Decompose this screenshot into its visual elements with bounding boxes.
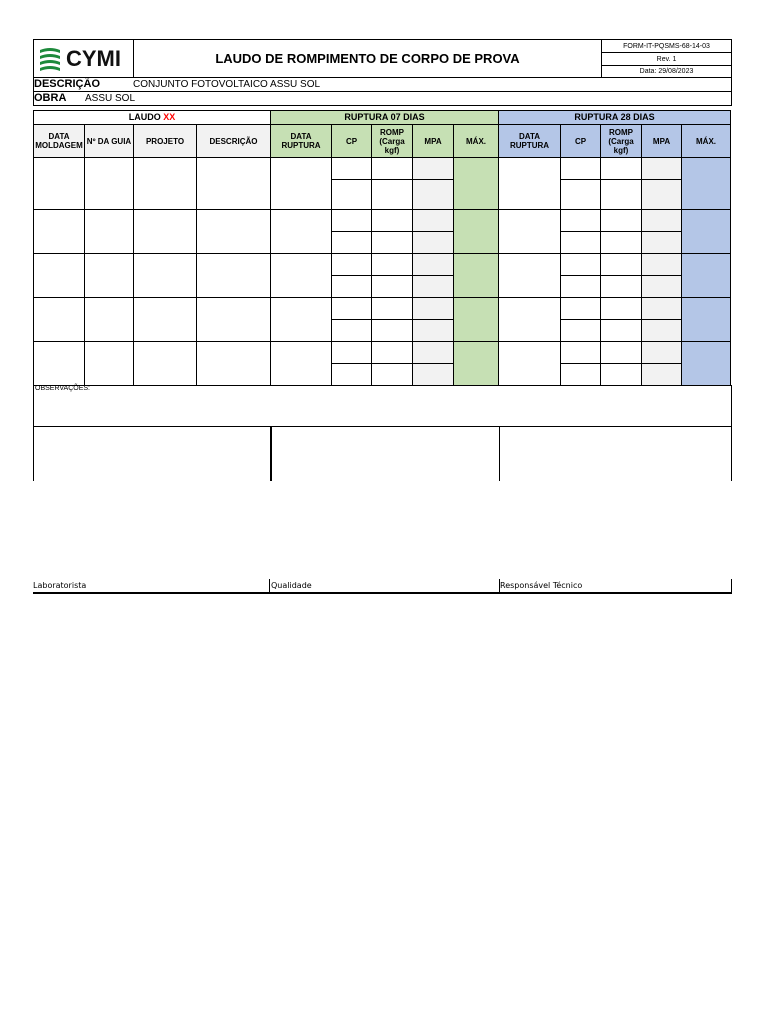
- cell-cp-7[interactable]: [332, 342, 372, 364]
- cell-cp-28[interactable]: [561, 158, 601, 180]
- cell-cp-28[interactable]: [561, 276, 601, 298]
- cell-cp-7[interactable]: [332, 298, 372, 320]
- cell-mpa-7[interactable]: [413, 254, 454, 276]
- cell-max-7[interactable]: [454, 342, 499, 386]
- cell-cp-28[interactable]: [561, 254, 601, 276]
- col-cp-7: CP: [332, 125, 372, 158]
- cell-cp-7[interactable]: [332, 364, 372, 386]
- cell-romp-28[interactable]: [601, 158, 642, 180]
- cell-sample-3[interactable]: [197, 298, 271, 342]
- cell-cp-28[interactable]: [561, 210, 601, 232]
- cell-cp-7[interactable]: [332, 276, 372, 298]
- cell-mpa-28[interactable]: [642, 320, 682, 342]
- table-body: [34, 158, 731, 386]
- cell-cp-28[interactable]: [561, 342, 601, 364]
- cell-romp-28[interactable]: [601, 342, 642, 364]
- col-projeto: PROJETO: [134, 125, 197, 158]
- cell-sample-3[interactable]: [197, 254, 271, 298]
- cell-cp-7[interactable]: [332, 180, 372, 210]
- cell-data-ruptura-28[interactable]: [499, 298, 561, 342]
- cell-mpa-28[interactable]: [642, 180, 682, 210]
- obra-value: ASSU SOL: [85, 93, 136, 104]
- cell-sample-2[interactable]: [134, 158, 197, 210]
- cell-sample-0[interactable]: [34, 298, 85, 342]
- cell-sample-0[interactable]: [34, 158, 85, 210]
- cell-sample-1[interactable]: [85, 254, 134, 298]
- laudo-header: [34, 111, 271, 125]
- descricao-row: [33, 77, 732, 92]
- laudo-number: XX: [163, 112, 176, 122]
- page-title: LAUDO DE ROMPIMENTO DE CORPO DE PROVA: [133, 39, 602, 78]
- cell-sample-1[interactable]: [85, 210, 134, 254]
- cell-data-ruptura-28[interactable]: [499, 210, 561, 254]
- cell-mpa-28[interactable]: [642, 210, 682, 232]
- header-logo-cell: [33, 39, 134, 78]
- cell-sample-3[interactable]: [197, 210, 271, 254]
- cell-max-28[interactable]: [682, 298, 731, 342]
- cell-romp-7[interactable]: [372, 320, 413, 342]
- cell-cp-7[interactable]: [332, 232, 372, 254]
- cell-sample-2[interactable]: [134, 298, 197, 342]
- cell-sample-1[interactable]: [85, 158, 134, 210]
- cell-mpa-28[interactable]: [642, 298, 682, 320]
- cell-sample-1[interactable]: [85, 342, 134, 386]
- cell-romp-7[interactable]: [372, 364, 413, 386]
- ruptura-7-header: RUPTURA 07 DIAS: [271, 111, 499, 125]
- cell-data-ruptura-28[interactable]: [499, 342, 561, 386]
- cell-romp-7[interactable]: [372, 298, 413, 320]
- cell-cp-28[interactable]: [561, 232, 601, 254]
- cell-max-28[interactable]: [682, 254, 731, 298]
- cell-max-28[interactable]: [682, 158, 731, 210]
- col-data-ruptura-7: DATA RUPTURA: [271, 125, 332, 158]
- cell-romp-7[interactable]: [372, 342, 413, 364]
- col-mpa-28: MPA: [642, 125, 682, 158]
- col-romp-7: ROMP (Carga kgf): [372, 125, 413, 158]
- cell-romp-7[interactable]: [372, 210, 413, 232]
- observacoes-label: OBSERVAÇÕES:: [35, 385, 90, 392]
- cell-cp-28[interactable]: [561, 298, 601, 320]
- cell-sample-4[interactable]: [271, 158, 332, 210]
- cell-mpa-28[interactable]: [642, 158, 682, 180]
- cell-romp-7[interactable]: [372, 276, 413, 298]
- cell-romp-7[interactable]: [372, 232, 413, 254]
- cell-max-7[interactable]: [454, 298, 499, 342]
- ruptura-28-header: RUPTURA 28 DIAS: [499, 111, 731, 125]
- cell-romp-28[interactable]: [601, 210, 642, 232]
- cell-mpa-7[interactable]: [413, 180, 454, 210]
- cell-max-7[interactable]: [454, 254, 499, 298]
- col-mpa-7: MPA: [413, 125, 454, 158]
- cell-mpa-7[interactable]: [413, 298, 454, 320]
- cell-mpa-7[interactable]: [413, 232, 454, 254]
- cell-cp-28[interactable]: [561, 320, 601, 342]
- signature-sep-1: [269, 579, 270, 592]
- cell-romp-28[interactable]: [601, 232, 642, 254]
- cell-romp-28[interactable]: [601, 276, 642, 298]
- obra-label: OBRA: [34, 92, 67, 104]
- cell-sample-4[interactable]: [271, 254, 332, 298]
- signature-responsavel: Responsável Técnico: [500, 581, 583, 590]
- signature-laboratorista: Laboratorista: [33, 581, 87, 590]
- cell-max-28[interactable]: [682, 342, 731, 386]
- observacoes-box: [33, 385, 732, 427]
- table-row: [34, 210, 731, 232]
- cell-romp-28[interactable]: [601, 254, 642, 276]
- signature-divider-right: [731, 426, 732, 481]
- cell-mpa-7[interactable]: [413, 158, 454, 180]
- cell-mpa-7[interactable]: [413, 320, 454, 342]
- cell-sample-3[interactable]: [197, 158, 271, 210]
- cell-sample-0[interactable]: [34, 254, 85, 298]
- signature-sep-3: [731, 579, 732, 592]
- col-max-28: MÁX.: [682, 125, 731, 158]
- cell-cp-7[interactable]: [332, 320, 372, 342]
- cell-romp-7[interactable]: [372, 254, 413, 276]
- cell-romp-28[interactable]: [601, 180, 642, 210]
- cell-sample-0[interactable]: [34, 210, 85, 254]
- descricao-value: CONJUNTO FOTOVOLTAICO ASSU SOL: [133, 79, 321, 90]
- table-row: [34, 298, 731, 320]
- cell-mpa-28[interactable]: [642, 232, 682, 254]
- cell-mpa-7[interactable]: [413, 364, 454, 386]
- form-revision: Rev. 1: [601, 52, 732, 66]
- cell-mpa-7[interactable]: [413, 276, 454, 298]
- signature-line-row: [33, 579, 732, 594]
- signature-divider-mid2: [499, 426, 500, 481]
- results-table: [33, 110, 731, 386]
- cell-cp-7[interactable]: [332, 210, 372, 232]
- table-row: [34, 254, 731, 276]
- cell-sample-1[interactable]: [85, 298, 134, 342]
- col-num-guia: Nº DA GUIA: [85, 125, 134, 158]
- col-max-7: MÁX.: [454, 125, 499, 158]
- cell-cp-7[interactable]: [332, 158, 372, 180]
- cell-max-7[interactable]: [454, 210, 499, 254]
- cell-sample-2[interactable]: [134, 342, 197, 386]
- cell-mpa-7[interactable]: [413, 210, 454, 232]
- cymi-logo-icon: [38, 46, 62, 72]
- cell-max-7[interactable]: [454, 158, 499, 210]
- cell-cp-7[interactable]: [332, 254, 372, 276]
- cell-sample-2[interactable]: [134, 210, 197, 254]
- col-descricao: DESCRIÇÃO: [197, 125, 271, 158]
- group-header-row: [34, 111, 731, 125]
- cell-romp-28[interactable]: [601, 364, 642, 386]
- obra-row: [33, 91, 732, 106]
- cell-data-ruptura-28[interactable]: [499, 158, 561, 210]
- cell-sample-0[interactable]: [34, 342, 85, 386]
- table-row: [34, 158, 731, 180]
- col-data-moldagem: DATA MOLDAGEM: [34, 125, 85, 158]
- cell-max-28[interactable]: [682, 210, 731, 254]
- cell-sample-2[interactable]: [134, 254, 197, 298]
- cell-mpa-28[interactable]: [642, 342, 682, 364]
- column-header-row: [34, 125, 731, 158]
- signature-divider-mid1: [270, 426, 272, 481]
- descricao-label: DESCRIÇÃO: [34, 78, 101, 90]
- cell-sample-4[interactable]: [271, 298, 332, 342]
- cell-mpa-7[interactable]: [413, 342, 454, 364]
- signature-divider-left: [33, 426, 34, 481]
- cell-sample-4[interactable]: [271, 342, 332, 386]
- laudo-label: LAUDO: [128, 112, 161, 122]
- cell-romp-28[interactable]: [601, 298, 642, 320]
- cell-cp-28[interactable]: [561, 180, 601, 210]
- cell-cp-28[interactable]: [561, 364, 601, 386]
- logo-text: CYMI: [66, 45, 121, 71]
- form-code: FORM-IT-PQSMS-68-14-03: [601, 39, 732, 53]
- col-data-ruptura-28: DATA RUPTURA: [499, 125, 561, 158]
- cell-mpa-28[interactable]: [642, 254, 682, 276]
- cell-sample-4[interactable]: [271, 210, 332, 254]
- cell-sample-3[interactable]: [197, 342, 271, 386]
- signature-qualidade: Qualidade: [271, 581, 312, 590]
- cell-romp-28[interactable]: [601, 320, 642, 342]
- form-date: Data: 29/08/2023: [601, 65, 732, 78]
- cell-mpa-28[interactable]: [642, 276, 682, 298]
- cell-data-ruptura-28[interactable]: [499, 254, 561, 298]
- table-row: [34, 342, 731, 364]
- col-romp-28: ROMP (Carga kgf): [601, 125, 642, 158]
- cell-mpa-28[interactable]: [642, 364, 682, 386]
- cell-romp-7[interactable]: [372, 180, 413, 210]
- col-cp-28: CP: [561, 125, 601, 158]
- cell-romp-7[interactable]: [372, 158, 413, 180]
